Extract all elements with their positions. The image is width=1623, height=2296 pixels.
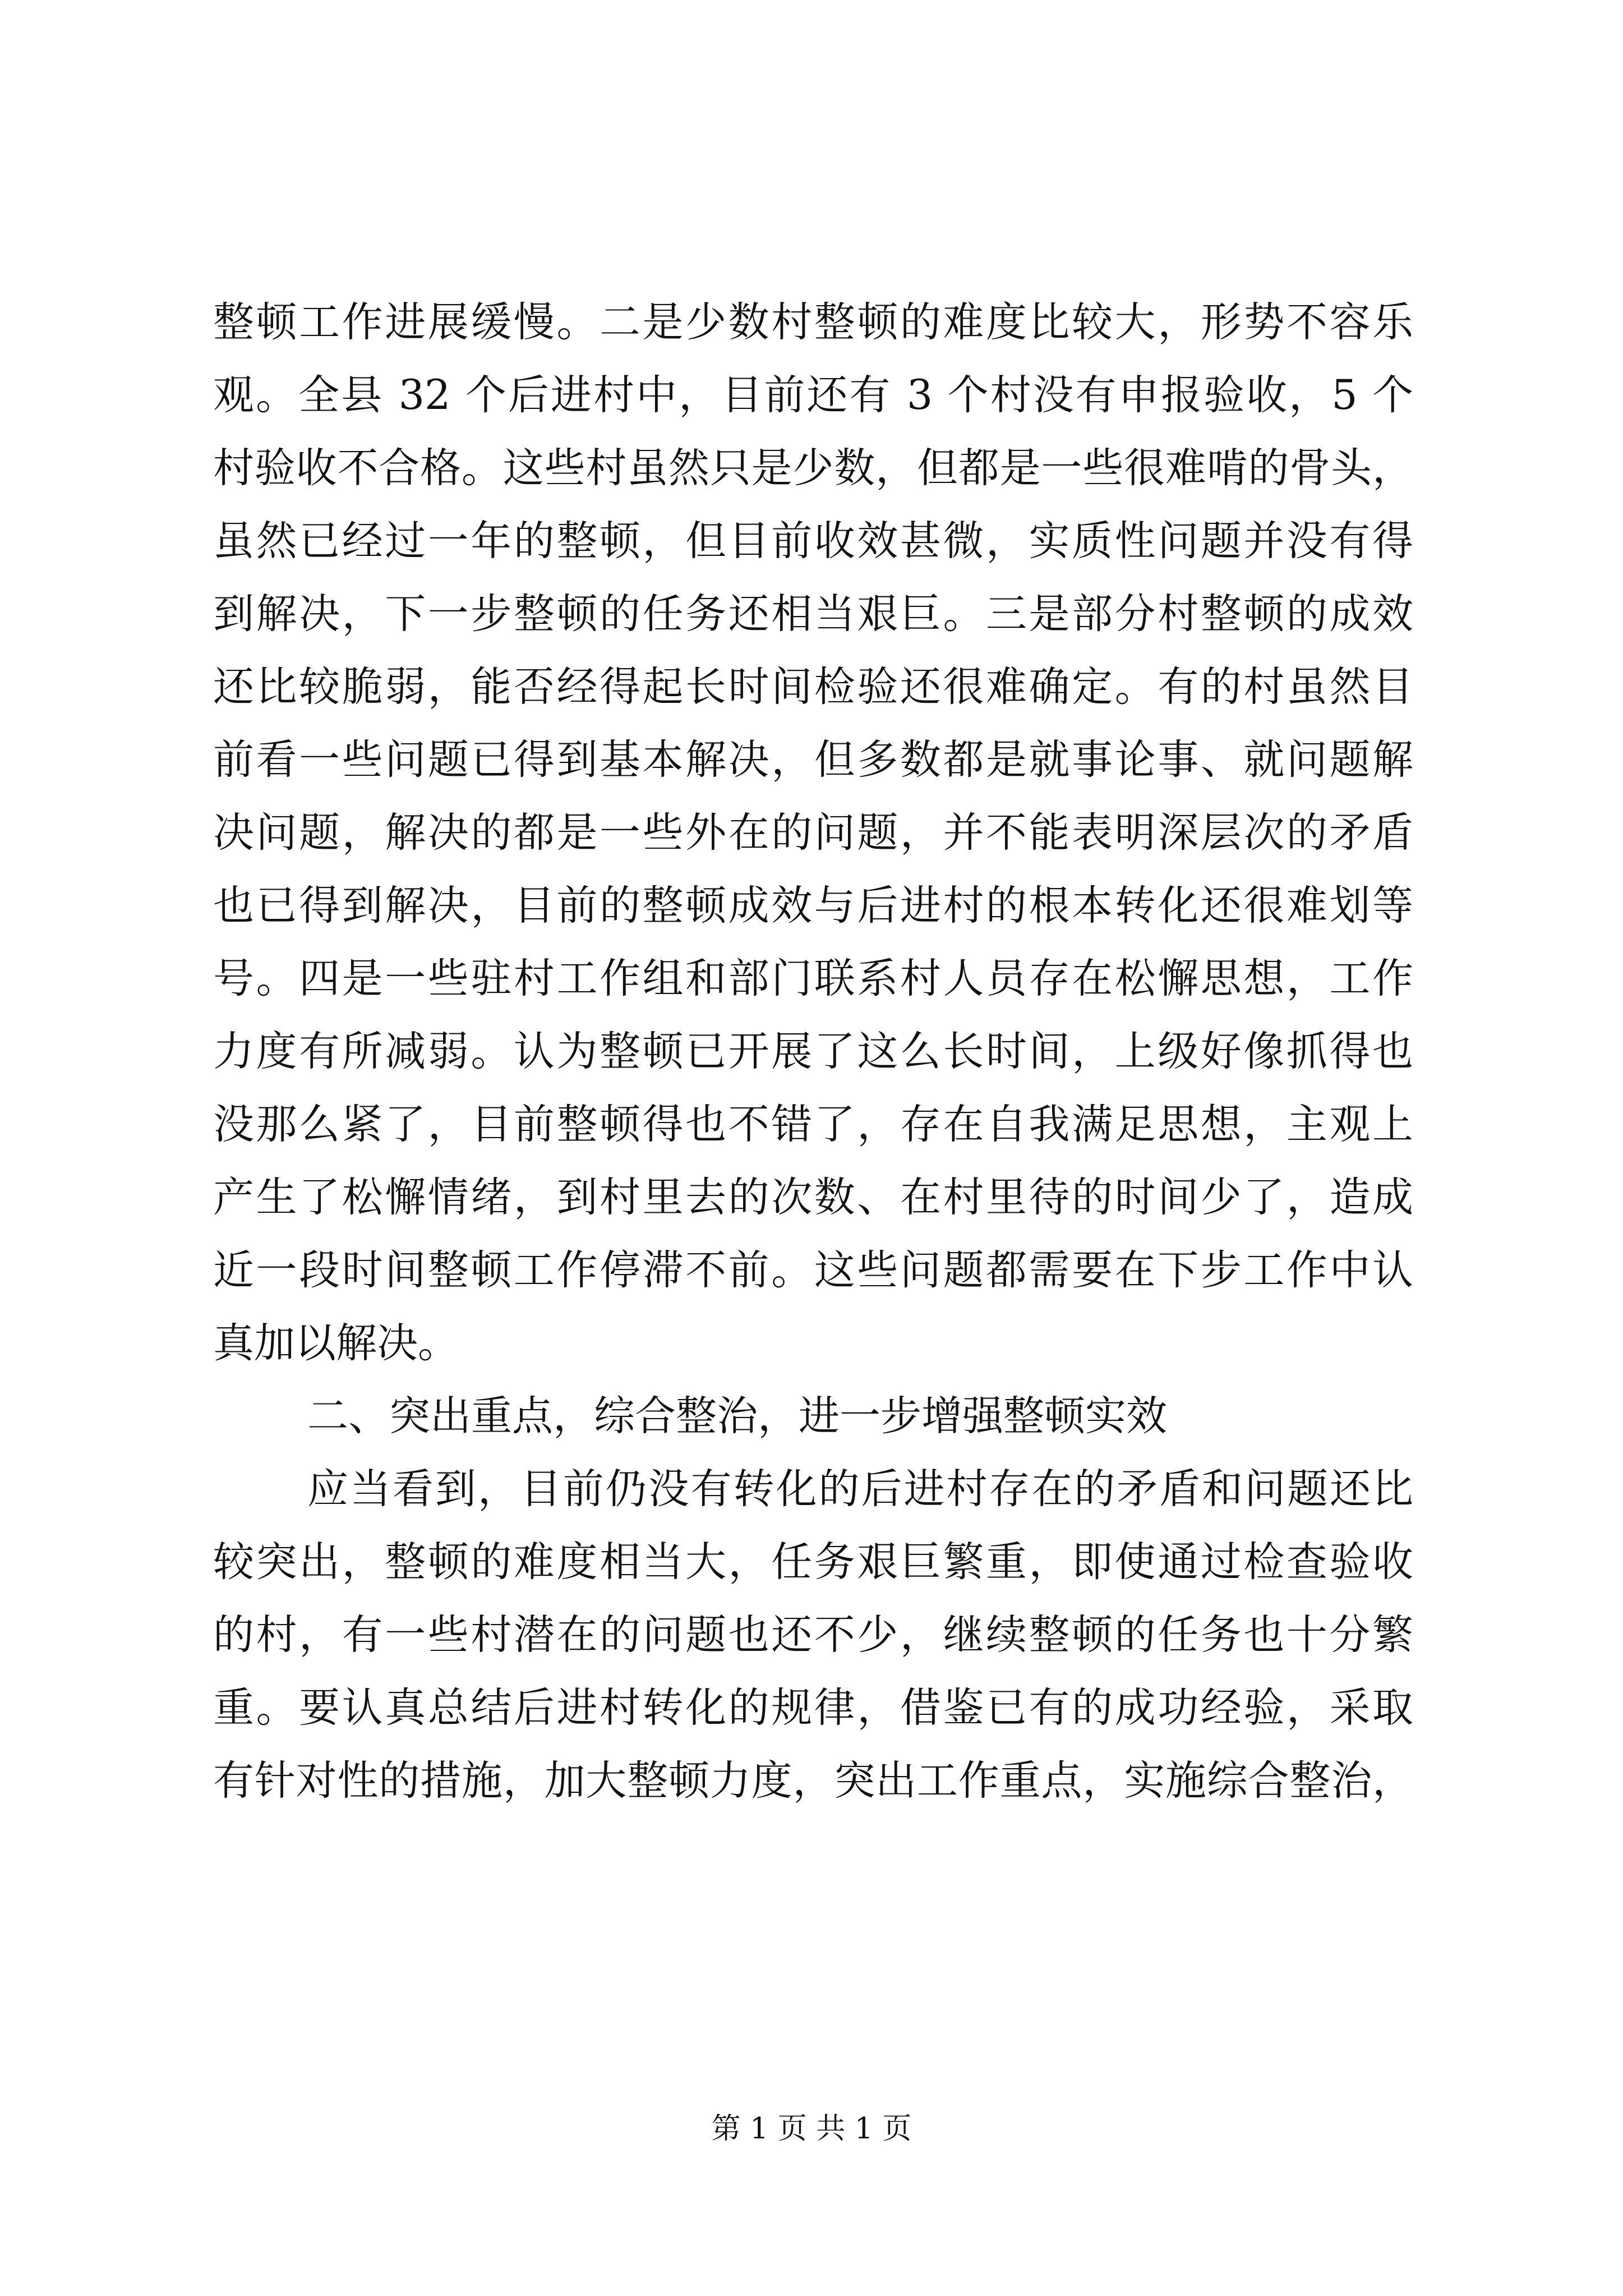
paragraph-line: 的村，有一些村潜在的问题也还不少，继续整顿的任务也十分繁: [213, 1611, 1413, 1659]
paragraph-line: 号。四是一些驻村工作组和部门联系村人员存在松懈思想，工作: [213, 955, 1413, 1002]
paragraph-line: 村验收不合格。这些村虽然只是少数，但都是一些很难啃的骨头，: [213, 444, 1413, 492]
paragraph-line: 产生了松懈情绪，到村里去的次数、在村里待的时间少了，造成: [213, 1174, 1413, 1221]
paragraph-line: 也已得到解决，目前的整顿成效与后进村的根本转化还很难划等: [213, 882, 1413, 930]
document-body: [213, 286, 1413, 1818]
paragraph-line: 力度有所减弱。认为整顿已开展了这么长时间，上级好像抓得也: [213, 1028, 1413, 1075]
paragraph-line: 决问题，解决的都是一些外在的问题，并不能表明深层次的矛盾: [213, 809, 1413, 857]
paragraph-line: 较突出，整顿的难度相当大，任务艰巨繁重，即使通过检查验收: [213, 1538, 1413, 1586]
paragraph-line: 真加以解决。: [213, 1319, 459, 1367]
paragraph-line: 还比较脆弱，能否经得起长时间检验还很难确定。有的村虽然目: [213, 663, 1413, 711]
paragraph-line: 重。要认真总结后进村转化的规律，借鉴已有的成功经验，采取: [213, 1684, 1413, 1732]
page-number-footer: 第 1 页 共 1 页: [711, 2112, 912, 2146]
paragraph-line: 应当看到，目前仍没有转化的后进村存在的矛盾和问题还比: [307, 1465, 1413, 1513]
paragraph-line: 到解决，下一步整顿的任务还相当艰巨。三是部分村整顿的成效: [213, 590, 1413, 638]
paragraph-line: 虽然已经过一年的整顿，但目前收效甚微，实质性问题并没有得: [213, 517, 1413, 565]
paragraph-line: 前看一些问题已得到基本解决，但多数都是就事论事、就问题解: [213, 736, 1413, 784]
paragraph-line: 没那么紧了，目前整顿得也不错了，存在自我满足思想，主观上: [213, 1101, 1413, 1148]
paragraph-line: 近一段时间整顿工作停滞不前。这些问题都需要在下步工作中认: [213, 1246, 1413, 1294]
paragraph-line: 有针对性的措施，加大整顿力度，突出工作重点，实施综合整治，: [213, 1757, 1413, 1805]
paragraph-line: 观。全县 32 个后进村中，目前还有 3 个村没有申报验收，5 个: [213, 371, 1413, 419]
section-heading: 二、突出重点，综合整治，进一步增强整顿实效: [307, 1392, 1167, 1440]
paragraph-line: 整顿工作进展缓慢。二是少数村整顿的难度比较大，形势不容乐: [213, 298, 1413, 346]
